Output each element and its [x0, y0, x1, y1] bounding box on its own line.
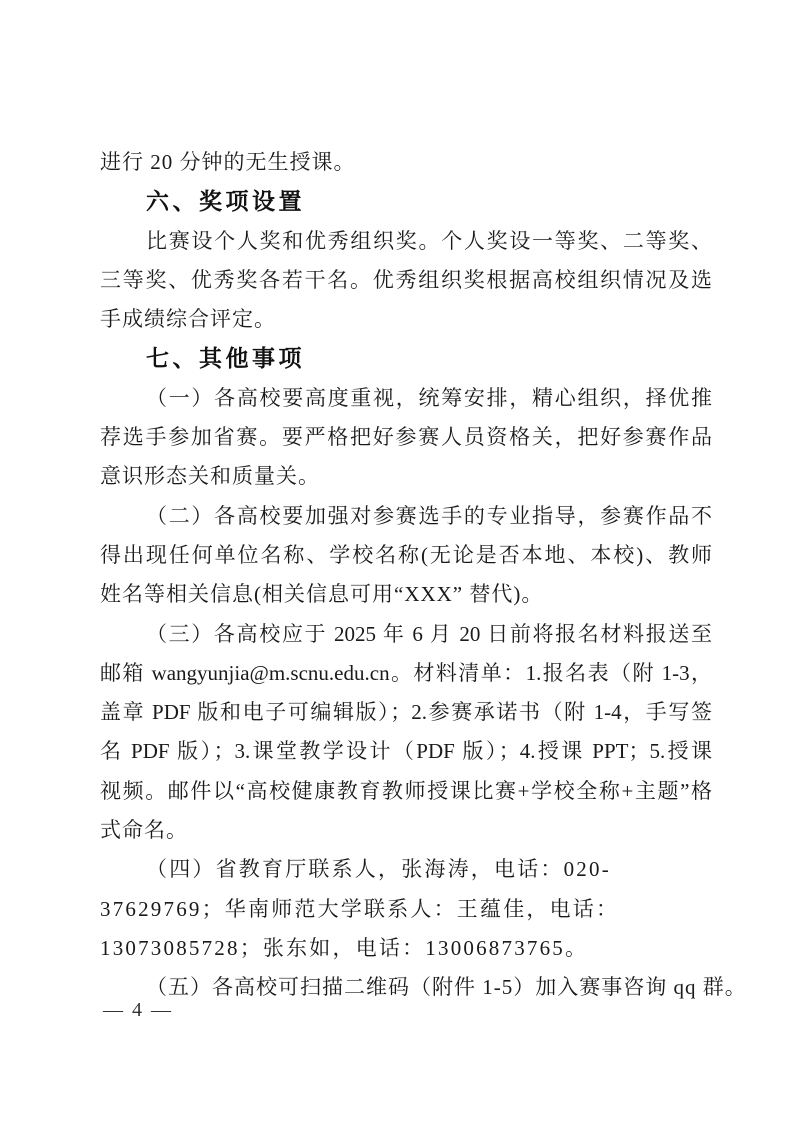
- doc-text-line: 盖章 PDF 版和电子可编辑版）；2.参赛承诺书（附 1-4，手写签: [100, 700, 712, 725]
- doc-text-line-contact: 13073085728；张东如，电话：13006873765。: [100, 935, 589, 960]
- doc-text-line: （二）各高校要加强对参赛选手的专业指导，参赛作品不: [146, 503, 712, 528]
- doc-text-line: 式命名。: [100, 818, 188, 843]
- section-heading-other-matters: 七、其他事项: [146, 345, 305, 372]
- doc-text-line: 得出现任何单位名称、学校名称(无论是否本地、本校)、教师: [100, 542, 712, 567]
- doc-text-line: 比赛设个人奖和优秀组织奖。个人奖设一等奖、二等奖、: [146, 228, 712, 253]
- doc-text-line: 三等奖、优秀奖各若干名。优秀组织奖根据高校组织情况及选: [100, 267, 712, 292]
- doc-text-line: 手成绩综合评定。: [100, 307, 276, 332]
- doc-text-line: 荐选手参加省赛。要严格把好参赛人员资格关，把好参赛作品: [100, 425, 712, 450]
- doc-text-line-contact: 37629769；华南师范大学联系人：王蕴佳，电话：: [100, 896, 620, 921]
- doc-text-line-email: 邮箱 wangyunjia@m.scnu.edu.cn。材料清单：1.报名表（附 1-3，: [100, 660, 712, 685]
- doc-text-line: （五）各高校可扫描二维码（附件 1-5）加入赛事咨询 qq 群。: [146, 975, 747, 1000]
- doc-text-line: 意识形态关和质量关。: [100, 464, 320, 489]
- doc-text-line: 视频。邮件以“高校健康教育教师授课比赛+学校全称+主题”格: [100, 778, 712, 803]
- page-number: — 4 —: [103, 999, 173, 1021]
- document-body: [100, 143, 747, 1008]
- section-heading-awards: 六、奖项设置: [146, 188, 305, 215]
- doc-text-line: 名 PDF 版）；3.课堂教学设计（PDF 版）；4.授课 PPT；5.授课: [100, 739, 712, 764]
- doc-text-line-contact: （四）省教育厅联系人，张海涛，电话：020-: [146, 857, 611, 882]
- doc-text-line: （一）各高校要高度重视，统筹安排，精心组织，择优推: [146, 385, 712, 410]
- doc-text-line: 进行 20 分钟的无生授课。: [100, 150, 356, 174]
- doc-text-line: 姓名等相关信息(相关信息可用“XXX” 替代)。: [100, 582, 544, 607]
- doc-text-line: （三）各高校应于 2025 年 6 月 20 日前将报名材料报送至: [146, 621, 712, 646]
